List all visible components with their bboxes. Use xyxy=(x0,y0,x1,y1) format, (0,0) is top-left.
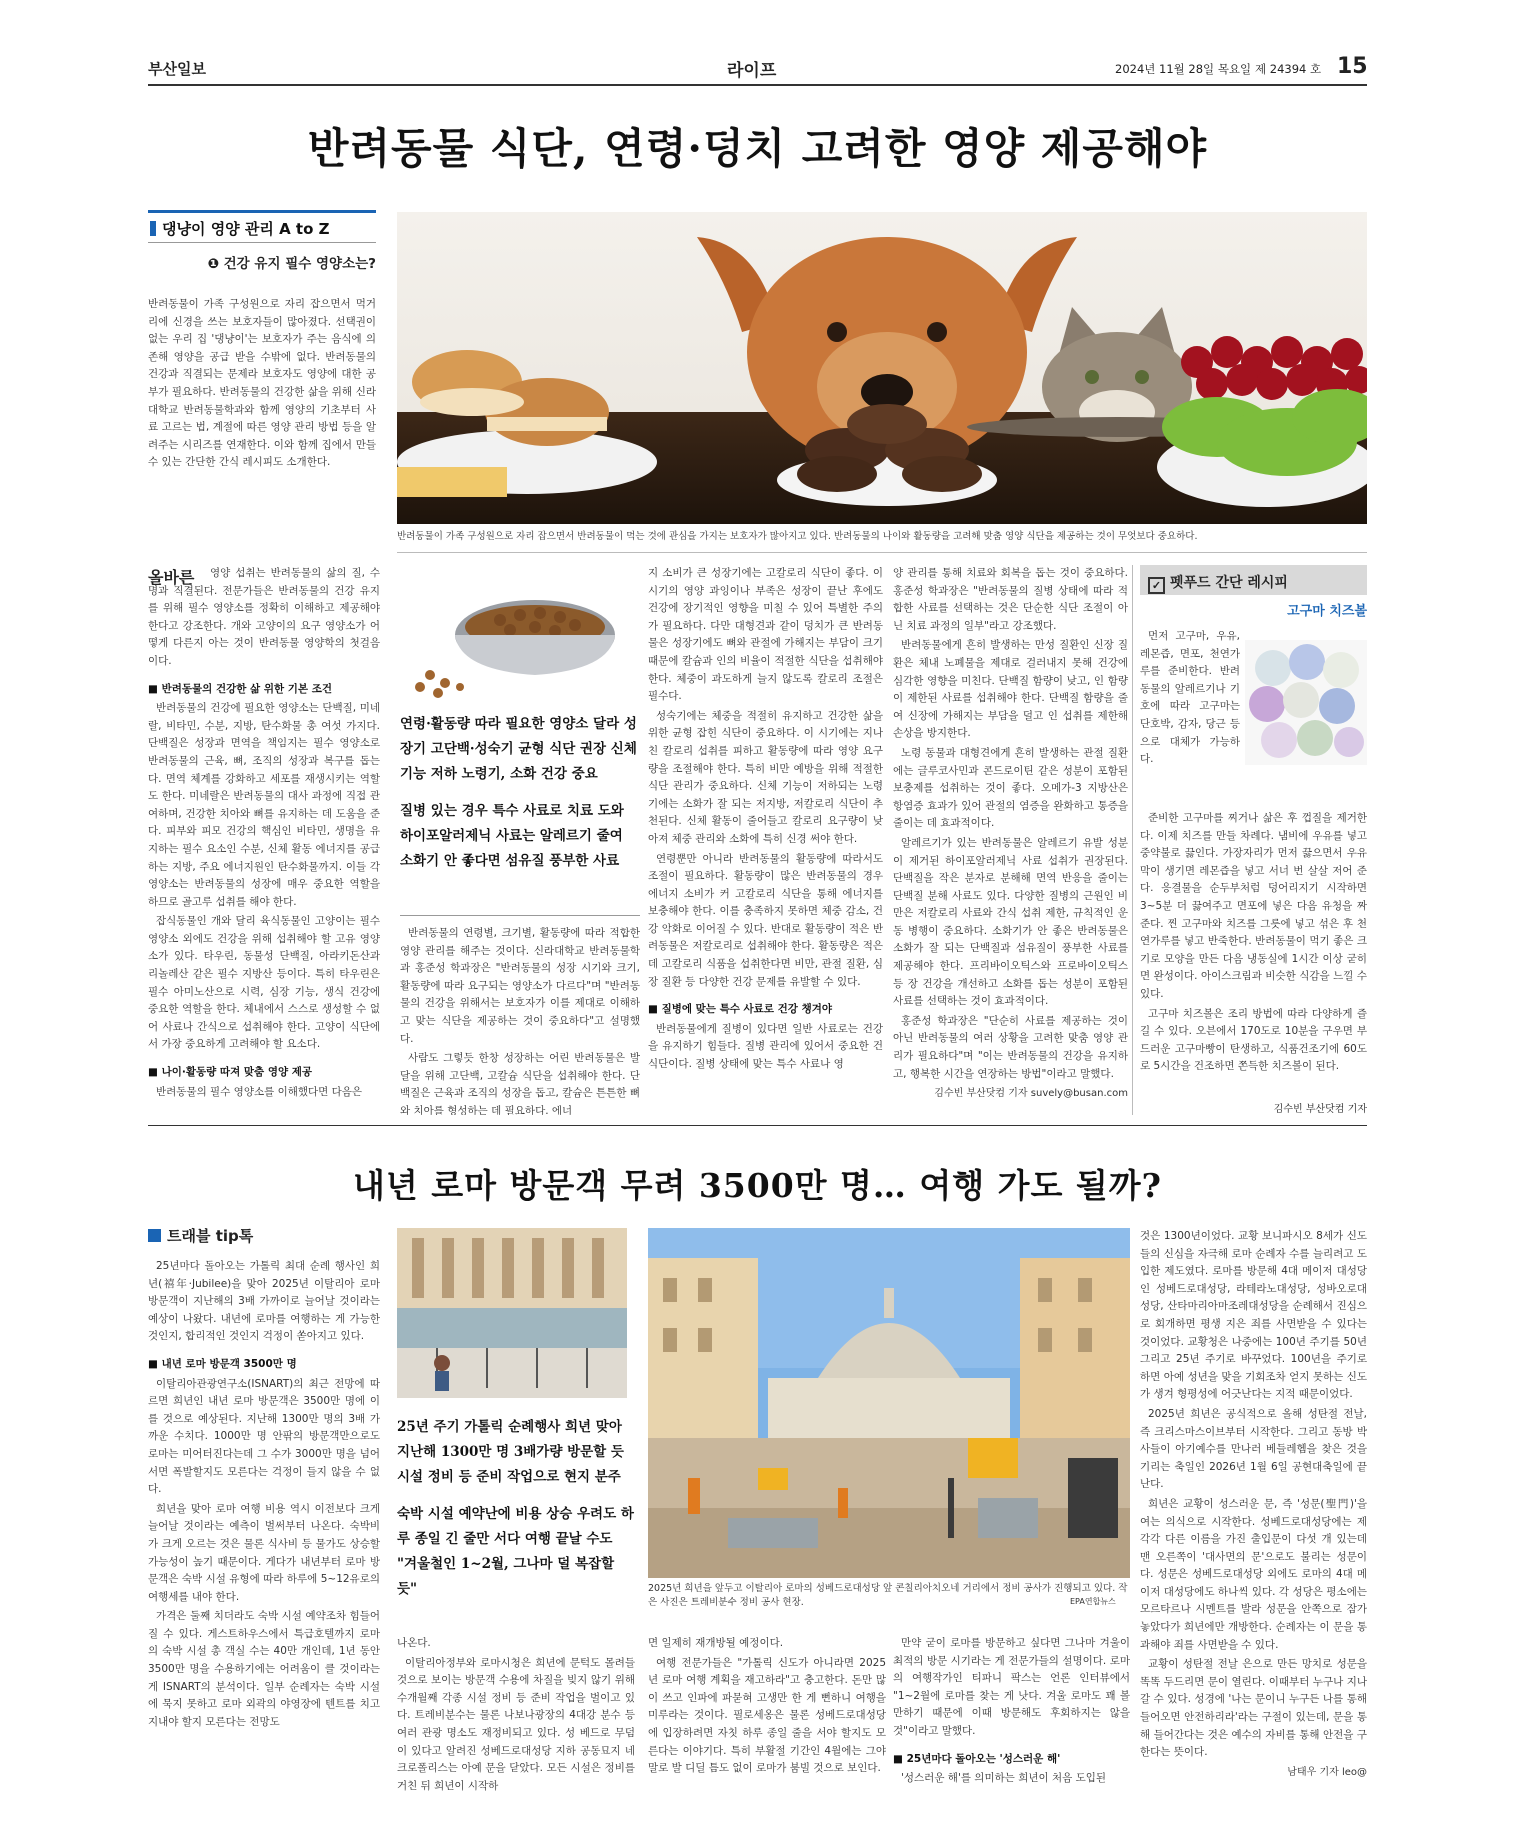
article2-column-2: 나온다. 이탈리아정부와 로마시청은 희년에 문턱도 몰려들 것으로 보이는 방문객 수용에 차질을 빚지 않기 위해 수개월째 각종 시설 정비 등 준비 작업을 벌이고 있다. 트레비분수는 물론 나보나광장의 4대강 분수 등 여러 관광 명소도 재정비되고 있다. 성 베드로 무덤이 있다고 알려진 성베드로대성당 지하 공동묘지 네크로폴리스는 아예 문을 닫았다. 모든 시설은 정비를 거친 뒤 희년이 시작하 xyxy=(397,1637,635,1792)
lead-word: 올바른 xyxy=(148,568,195,587)
article2-column-3: 면 일제히 재개방될 예정이다. 여행 전문가들은 "가톨릭 신도가 아니라면 2025년 로마 여행 계획을 재고하라"고 충고한다. 돈만 많이 쓰고 인파에 파묻혀 고생만 한 게 뻔하니 여행을 미루라는 것이다. 필로세옹은 물론 성베드로대성당에 입장하려면 자칫 하루 종일 줄을 서야 할지도 모른다는 이야기다. 특히 부활절 기간인 4월에는 그야말로 발 디딜 틈도 없이 로마가 붐빌 것으로 보인다. xyxy=(648,1637,886,1775)
recipe-intro: 먼저 고구마, 우유, 레몬즙, 면포, 천연가루를 준비한다. 반려동물의 알레르기나 기호에 따라 고구마는 단호박, 감자, 당근 등으로 대체가 가능하다. xyxy=(1140,630,1240,766)
article2-column-1: 25년마다 돌아오는 가톨릭 최대 순례 행사인 희년(禧年·Jubilee)을 맞아 2025년 이탈리아 로마 방문객이 지난해의 3배 가까이로 늘어날 것이라는 예상이 나왔다. 내년에 로마를 여행하는 게 가능한 것인지, 합리적인 것인지 걱정이 쏟아지고 있다. ■ 내년 로마 방문객 3500만 명 이탈리아관광연구소(ISNART)의 최근 전망에 따르면 희년인 내년 로마 방문객은 3500만 명에 이를 것으로 예상된다. 지난해 1300만 명의 3배 가까운 수치다. 1000만 명 안팎의 방문객만으로도 로마는 미어터진다는데 그 수가 3000만 명을 넘어서면 폭발할지도 모른다는 걱정이 들지 않을 수 없다. 희년을 맞아 로마 여행 비용 역시 이전보다 크게 늘어날 것이라는 예측이 벌써부터 나온다. 숙박비가 크게 오르는 것은 물론 식사비 등 물가도 상승할 가능성이 높기 때문이다. 게다가 내년부터 로마 방문객은 숙박 시설 유형에 따라 하루에 5~12유로의 여행세를 내야 한다. 가격은 둘째 치더라도 숙박 시설 예약조차 힘들어질 수 있다. 게스트하우스에서 특급호텔까지 로마의 숙박 시설 총 객실 수는 40만 개인데, 1년 동안 3500만 명을 수용하기에는 어려움이 클 것이라는 게 ISNART의 분석이다. 일부 순례자는 숙박 시설에 묵지 못하고 로마 외곽의 야영장에 텐트를 치고 지내야 할지 모른다는 전망도 xyxy=(148,1260,380,1728)
article1-column-4: 양 관리를 통해 치료와 회복을 돕는 것이 중요하다. 홍준성 학과장은 "반려동물의 질병 상태에 따라 적합한 사료를 선택하는 것은 단순한 식단 조절이 아닌 치료 과정의 일부"라고 강조했다. 반려동물에게 흔히 발생하는 만성 질환인 신장 질환은 체내 노폐물을 제대로 걸러내지 못해 건강에 심각한 영향을 미친다. 단백질 함량이 낮고, 인 함량이 제한된 사료를 섭취해야 한다. 단백질 함량을 줄여 신장에 가해지는 부담을 덜고 인 섭취를 제한해 손상을 방지한다. 노령 동물과 대형견에게 흔히 발생하는 관절 질환에는 글루코사민과 콘드로이틴 같은 성분이 포함된 보충제를 섭취하는 것이 좋다. 오메가-3 지방산은 항염증 효과가 있어 관절의 염증을 완화하고 통증을 줄이는 데 효과적이다. 알레르기가 있는 반려동물은 알레르기 유발 성분이 제거된 하이포알러제닉 사료 섭취가 권장된다. 단백질을 작은 분자로 분해해 면역 반응을 줄이는 단백질 분해 사료도 있다. 다양한 질병의 근원인 비만은 저칼로리 사료와 간식 섭취 제한, 규칙적인 운동 병행이 중요하다. 소화기가 안 좋은 반려동물은 소화가 잘 되는 단백질과 섬유질이 풍부한 사료를 제공해야 한다. 프리바이오틱스와 프로바이오틱스 등 장 건강을 개선하고 소화를 돕는 성분이 포함된 사료를 선택하는 것이 효과적이다. 홍준성 학과장은 "단순히 사료를 제공하는 것이 아닌 반려동물의 여러 상황을 고려한 맞춤 영양 관리가 필요하다"며 "이는 반려동물의 건강을 유지하고, 행복한 시간을 연장하는 방법"이라고 말했다. 김수빈 부산닷컴 기자 suvely@busan.com xyxy=(893,567,1128,1100)
travel-series-label: 트래블 tip톡 xyxy=(148,1225,253,1246)
section-name: 라이프 xyxy=(727,61,777,81)
issue-date: 2024년 11월 28일 목요일 xyxy=(1115,62,1252,76)
checkbox-icon: ✓ xyxy=(1148,577,1165,594)
recipe-name: 고구마 치즈볼 xyxy=(1287,604,1367,619)
article2-column-4: 만약 굳이 로마를 방문하고 싶다면 그나마 겨울이 최적의 방문 시기라는 게 전문가들의 설명이다. 로마의 여행작가인 티파니 팍스는 언론 인터뷰에서 "1~2월에 로마를 찾는 게 낫다. 겨울 로마도 꽤 볼 만하기 때문에 이때 방문해도 후회하지는 않을 것"이라고 말했다. ■ 25년마다 돌아오는 '성스러운 해' '성스러운 해'를 의미하는 희년이 처음 도입된 xyxy=(893,1637,1130,1785)
article1-pull-quote: 연령·활동량 따라 필요한 영양소 달라 성장기 고단백·성숙기 균형 식단 권장 신체 기능 저하 노령기, 소화 건강 중요 질병 있는 경우 특수 사료로 치료 도와 하이포알러제닉 사료는 알레르기 줄여 소화기 안 좋다면 섬유질 풍부한 사료 xyxy=(400,716,637,869)
series-rule xyxy=(148,210,376,213)
trevi-fountain-photo xyxy=(397,1228,627,1398)
series-marker-icon xyxy=(150,221,156,236)
article1-headline: 반려동물 식단, 연령·덩치 고려한 영양 제공해야 xyxy=(307,124,1208,173)
article1-intro: 반려동물이 가족 구성원으로 자리 잡으면서 먹거리에 신경을 쓰는 보호자들이 많아졌다. 선택권이 없는 우리 집 '댕냥이'는 보호자가 주는 음식에 의존해 영양을 공급 받을 수밖에 없다. 반려동물의 건강과 직결되는 문제라 보호자도 영양에 대한 공부가 필요하다. 반려동물의 건강한 삶을 위해 신라대학교 반려동물학과와 함께 영양의 기초부터 사료 고르는 법, 계절에 따른 영양 관리 방법 등을 알려주는 시리즈를 연재한다. 이와 함께 집에서 만들 수 있는 간단한 간식 레시피도 소개한다. xyxy=(148,298,376,469)
recipe-column-rule xyxy=(1132,565,1133,1115)
article1-column-2: 반려동물의 연령별, 크기별, 활동량에 따라 적합한 영양 관리를 해주는 것이다. 신라대학교 반려동물학과 홍준성 학과장은 "반려동물의 성장 시기와 크기, 활동량에 따라 요구되는 영양소가 다르다"며 "반려동물의 건강을 위해서는 보호자가 이를 제대로 이해하고 맞는 식단을 제공하는 것이 중요하다"고 설명했다. 사람도 그렇듯 한창 성장하는 어린 반려동물은 발달을 위해 고단백, 고칼슘 식단을 섭취해야 한다. 단백질은 근육과 조직의 성장을 돕고, 칼슘은 튼튼한 뼈와 치아를 형성하는 데 필요하다. 에너 xyxy=(400,927,640,1115)
series-divider xyxy=(148,242,376,243)
masthead-rule xyxy=(148,84,1367,86)
st-peters-basilica-photo xyxy=(648,1228,1130,1578)
article1-photo-caption: 반려동물이 가족 구성원으로 자리 잡으면서 반려동물이 먹는 것에 관심을 가지는 보호자가 많아지고 있다. 반려동물의 나이와 활동량을 고려해 맞춤 영양 식단을 제공하는 것이 무엇보다 중요하다. xyxy=(397,531,1198,542)
photo-caption-rule xyxy=(397,552,1367,553)
article2-column-5: 것은 1300년이었다. 교황 보니파시오 8세가 신도들의 신심을 자극해 로마 순례자 수를 늘리려고 도입한 제도였다. 로마를 방문해 4대 메이저 대성당인 성베드로대성당, 라테라노대성당, 성바오로대성당, 산타마리아마조레대성당을 순례해서 진심으로 회개하면 평생 지은 죄를 사면받을 수 있다는 것이었다. 교황청은 나중에는 100년 주기를 50년 그리고 25년 주기로 바꾸었다. 100년을 주기로 하면 아예 성년을 맞을 기회조차 얻지 못하는 신도가 생겨 형평성에 어긋난다는 지적 때문이었다. 2025년 희년은 공식적으로 올해 성탄절 전날, 즉 크리스마스이브부터 시작한다. 그리고 동방 박사들이 아기예수를 만나러 베들레헴을 찾은 것을 기리는 축일인 2026년 1월 6일 공현대축일에 끝난다. 희년은 교황이 성스러운 문, 즉 '성문(聖門)'을 여는 의식으로 시작한다. 성베드로대성당에는 제각각 다른 이름을 가진 출입문이 다섯 개 있는데 맨 오른쪽이 '대사면의 문'으로도 불리는 성문이다. 성문은 성베드로대성당 외에도 로마의 4대 메이저 대성당에도 하나씩 있다. 각 성당은 평소에는 모르타르나 시멘트를 발라 성문을 안쪽으로 잠가 놓았다가 희년에만 개방한다. 순례자는 이 문을 통과해야 죄를 사면받을 수 있다. 교황이 성탄절 전날 은으로 만든 망치로 성문을 똑똑 두드리면 문이 열린다. 이때부터 누구나 지나갈 수 있다. 성경에 '나는 문이니 누구든 나를 통해 들어오면 안전하리라'라는 구절이 있는데, 문을 통해 들어간다는 것은 예수의 자비를 통해 안전을 구한다는 뜻이다. 남태우 기자 leo@ xyxy=(1140,1230,1367,1778)
issue-number: 제 24394 호 xyxy=(1255,62,1322,76)
pull-quote-rule xyxy=(400,915,640,916)
paper-name: 부산일보 xyxy=(148,60,206,78)
article2-photo-caption: 2025년 희년을 앞두고 이탈리아 로마의 성베드로대성당 앞 콘칠리아치오네 거리에서 정비 공사가 진행되고 있다. 작은 사진은 트레비분수 정비 공사 현장. xyxy=(648,1583,1128,1608)
section-divider xyxy=(148,1125,1367,1126)
installment-title: ❶ 건강 유지 필수 영양소는? xyxy=(207,256,376,272)
dog-food-bowl-photo xyxy=(400,565,630,705)
recipe-box-title: ✓ 펫푸드 간단 레시피 xyxy=(1148,572,1288,594)
page-number: 15 xyxy=(1337,54,1368,79)
article2-pull-quote: 25년 주기 가톨릭 순례행사 희년 맞아 지난해 1300만 명 3배가량 방문할 듯 시설 정비 등 준비 작업으로 현지 분주 숙박 시설 예약난에 비용 상승 우려도 하루 종일 긴 줄만 서다 여행 끝날 수도 "겨울철인 1~2월, 그나마 덜 복잡할 듯" xyxy=(397,1419,634,1597)
travel-marker-icon xyxy=(148,1229,161,1242)
article1-column-1: 영양 섭취는 반려동물의 삶의 질, 수명과 직결된다. 전문가들은 반려동물의 건강 유지를 위해 필수 영양소를 정확히 이해하고 제공해야 한다고 강조한다. 개와 고양이의 요구 영양소가 어떻게 다른지 아는 것이 반려동물 영양학의 첫걸음이다. ■ 반려동물의 건강한 삶 위한 기본 조건 반려동물의 건강에 필요한 영양소는 단백질, 미네랄, 비타민, 수분, 지방, 탄수화물 총 여섯 가지다. 단백질은 성장과 면역을 책임지는 필수 영양소로 반려동물의 근육, 뼈, 조직의 성장과 복구를 돕는다. 면역 체계를 강화하고 세포를 재생시키는 역할도 한다. 미네랄은 반려동물의 대사 과정에 직접 관여하며, 건강한 치아와 뼈를 유지하는 데 도움을 준다. 피부와 피모 건강의 핵심인 비타민, 생명을 유지하는 필수 요소인 수분, 신체 활동 에너지를 공급하는 지방, 주요 에너지원인 탄수화물까지. 이들 각 영양소는 반려동물의 성장에 매우 중요한 역할을 하므로 골고루 섭취를 해야 한다. 잡식동물인 개와 달리 육식동물인 고양이는 필수 영양소 외에도 건강을 위해 섭취해야 할 고유 영양소가 있다. 타우린, 동물성 단백질, 아라키돈산과 리놀레산 같은 필수 지방산 등이다. 특히 타우린은 필수 아미노산으로 시력, 심장 기능, 생식 건강에 중요한 역할을 한다. 체내에서 스스로 생성할 수 없어 사료나 간식으로 섭취해야 한다. 고양이 식단에서 가장 중요하게 고려해야 할 요소다. ■ 나이·활동량 따져 맞춤 영양 제공 반려동물의 필수 영양소를 이해했다면 다음은 xyxy=(148,567,380,1098)
pets-table-photo xyxy=(397,212,1367,524)
series-label: 댕냥이 영양 관리 A to Z xyxy=(150,218,330,239)
photo-credit: EPA연합뉴스 xyxy=(1070,1597,1116,1606)
recipe-byline: 김수빈 부산닷컴 기자 xyxy=(1273,1104,1367,1115)
article2-headline: 내년 로마 방문객 무려 3500만 명… 여행 가도 될까? xyxy=(352,1166,1163,1205)
recipe-body: 준비한 고구마를 찌거나 삶은 후 껍질을 제거한다. 이제 치즈를 만들 차례다. 냄비에 우유를 넣고 중약불로 끓인다. 가장자리가 먼저 끓으면서 우유막이 생기면 레몬즙을 넣고 서너 번 살살 저어 준다. 응결물을 순두부처럼 덩어리지기 시작하면 3~5분 더 끓여주고 면포에 넣은 다음 유청을 짜준다. 찐 고구마와 치즈를 그릇에 넣고 섞은 후 천연가루를 넣고 반죽한다. 반려동물이 먹기 좋은 크기로 모양을 만든 다음 냉동실에 1시간 이상 굳히면 완성이다. 아이스크림과 비슷한 식감을 느낄 수 있다. 고구마 치즈볼은 조리 방법에 따라 다양하게 즐길 수 있다. 오븐에서 170도로 10분을 구우면 부드러운 고구마빵이 탄생하고, 식품건조기에 60도로 5시간을 건조하면 쫀득한 치즈볼이 된다. xyxy=(1140,812,1367,1073)
cheese-ball-photo xyxy=(1245,640,1367,765)
article1-column-3: 지 소비가 큰 성장기에는 고칼로리 식단이 좋다. 이 시기의 영양 과잉이나 부족은 성장이 끝난 후에도 건강에 장기적인 영향을 미칠 수 있어 특별한 주의가 필요하다. 다만 대형견과 같이 덩치가 큰 반려동물은 성장기에도 뼈와 관절에 가해지는 부담이 크기 때문에 칼슘과 인의 비율이 적절한 식단을 섭취해야 한다. 체중이 과도하게 늘지 않도록 칼로리 조절은 필수다. 성숙기에는 체중을 적절히 유지하고 건강한 삶을 위한 균형 잡힌 식단이 중요하다. 이 시기에는 지나친 칼로리 섭취를 피하고 활동량에 따라 영양 요구량을 조절해야 한다. 특히 비만 예방을 위해 적절한 식단 관리가 중요하다. 신체 기능이 저하되는 노령기에는 소화가 잘 되는 저지방, 저칼로리 식단이 추천된다. 신체 활동이 줄어들고 칼로리 요구량이 낮아져 체중 관리와 소화에 특히 신경 써야 한다. 연령뿐만 아니라 반려동물의 활동량에 따라서도 조절이 필요하다. 활동량이 많은 반려동물의 경우 에너지 소비가 커 고칼로리 식단을 통해 에너지를 보충해야 한다. 이를 충족하지 못하면 체중 감소, 건강 악화로 이어질 수 있다. 반대로 활동량이 적은 반려동물은 저칼로리로 섭취해야 한다. 활동량은 적은데 고칼로리 식품을 섭취한다면 비만, 관절 질환, 심장 질환 등 다양한 건강 문제를 유발할 수 있다. ■ 질병에 맞는 특수 사료로 건강 챙겨야 반려동물에게 질병이 있다면 일반 사료로는 건강을 유지하기 힘들다. 질병 관리에 있어서 중요한 건 식단이다. 질병 상태에 맞는 특수 사료나 영 xyxy=(648,567,883,1071)
